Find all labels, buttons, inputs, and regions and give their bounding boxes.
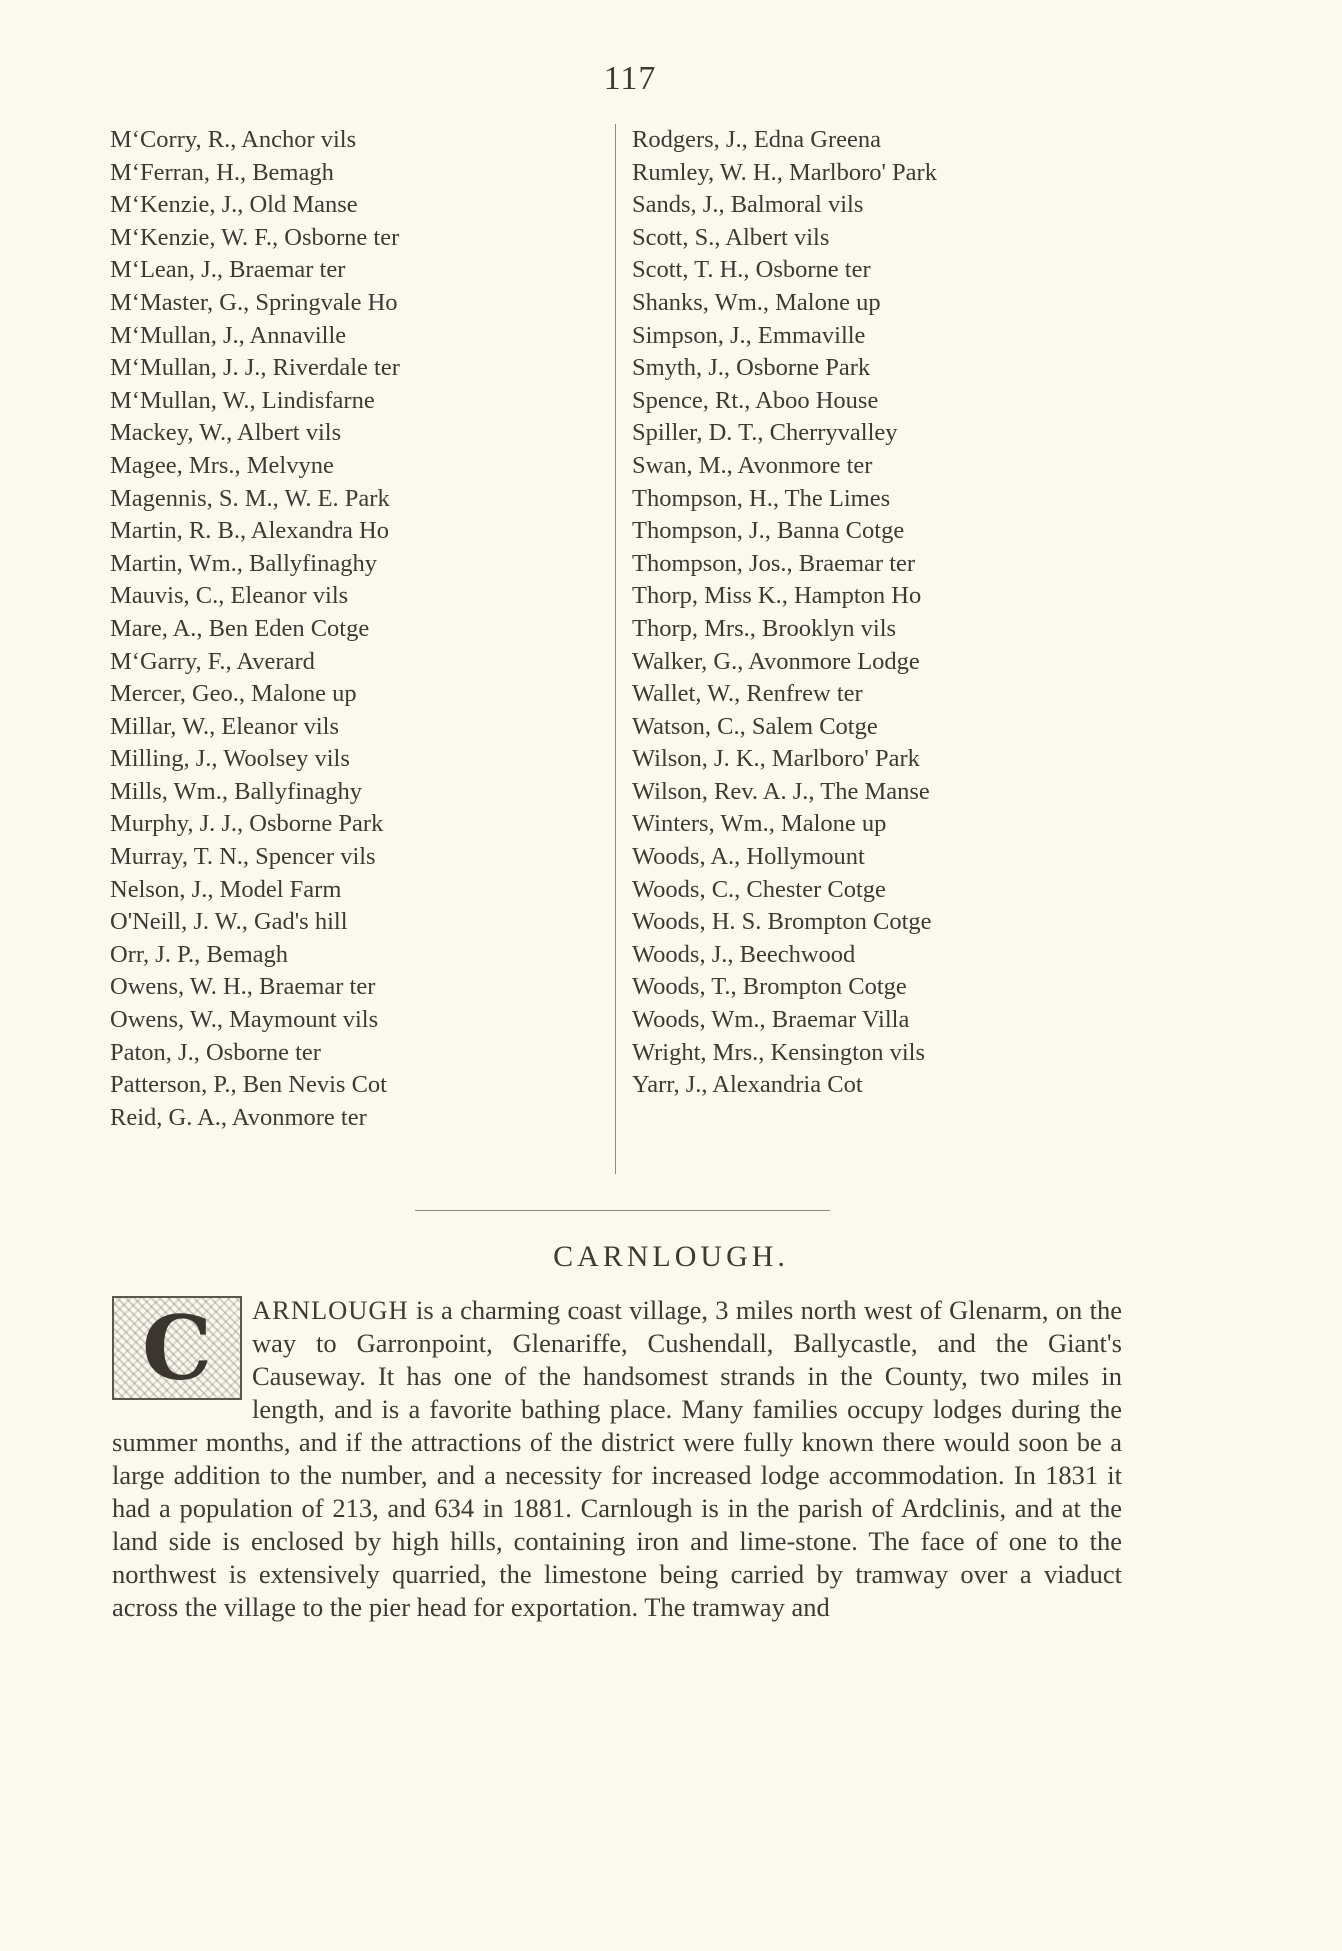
directory-entry: Murphy, J. J., Osborne Park (110, 810, 384, 838)
lead-word: ARNLOUGH (252, 1295, 409, 1325)
directory-entry: M‘Mullan, J. J., Riverdale ter (110, 354, 400, 382)
directory-entry: Magee, Mrs., Melvyne (110, 451, 334, 479)
directory-entry: Martin, R. B., Alexandra Ho (110, 517, 389, 545)
article-body (112, 1294, 1122, 1624)
directory-entry: Owens, W. H., Braemar ter (110, 973, 376, 1001)
directory-entry: Woods, H. S. Brompton Cotge (632, 908, 932, 936)
directory-entry: Woods, Wm., Braemar Villa (632, 1006, 910, 1034)
directory-entry: Woods, T., Brompton Cotge (632, 973, 907, 1001)
section-divider (415, 1210, 830, 1211)
directory-entry: Smyth, J., Osborne Park (632, 354, 871, 382)
directory-entry: Thompson, J., Banna Cotge (632, 517, 905, 545)
directory-entry: Wright, Mrs., Kensington vils (632, 1038, 926, 1066)
directory-entry: Patterson, P., Ben Nevis Cot (110, 1071, 387, 1099)
directory-entry: Scott, T. H., Osborne ter (632, 256, 871, 284)
directory-entry: Wallet, W., Renfrew ter (632, 680, 863, 708)
decorated-initial (112, 1296, 242, 1400)
directory-entry: M‘Kenzie, W. F., Osborne ter (110, 223, 400, 251)
directory-column-right (615, 124, 1172, 1174)
directory-entry: Magennis, S. M., W. E. Park (110, 484, 390, 512)
directory-entry: Milling, J., Woolsey vils (110, 745, 350, 773)
page-number: 117 (603, 60, 657, 97)
directory-entry: Thorp, Mrs., Brooklyn vils (632, 614, 897, 642)
directory-entry: Sands, J., Balmoral vils (632, 191, 864, 219)
directory-column-left (110, 124, 610, 1134)
directory-entry: Mare, A., Ben Eden Cotge (110, 614, 370, 642)
directory-entry: Reid, G. A., Avonmore ter (110, 1103, 367, 1131)
body-paragraph: is a charming coast village, 3 miles north west of Glenarm, on the way to Garronpoint, Glenariffe, Cushendall, Ballycastle, and the Giant's Causeway. It has one of the handsomest strands in the County, two miles in length, and is a favorite bathing place. Many families occupy lodges during the summer months, and if the attractions of the district were fully known there would soon be a large addition to the number, and a necessity for increased lodge accommodation. In 1831 it had a population of 213, and 634 in 1881. Carnlough is in the parish of Ardclinis, and at the land side is enclosed by high hills, containing iron and lime-stone. The face of one to the northwest is extensively quarried, the limestone being carried by tramway over a viaduct across the village to the pier head for exportation. The tramway and (112, 1295, 1122, 1622)
directory-entry: Shanks, Wm., Malone up (632, 288, 881, 316)
directory-entry: Woods, A., Hollymount (632, 843, 865, 871)
directory-entry: Paton, J., Osborne ter (110, 1038, 321, 1066)
directory-entry: Woods, C., Chester Cotge (632, 875, 886, 903)
directory-entry: O'Neill, J. W., Gad's hill (110, 908, 348, 936)
directory-entry: Spence, Rt., Aboo House (632, 386, 879, 414)
directory-entry: M‘Mullan, J., Annaville (110, 321, 347, 349)
directory-entry: Murray, T. N., Spencer vils (110, 843, 376, 871)
directory-entry: M‘Mullan, W., Lindisfarne (110, 386, 375, 414)
directory-entry: Wilson, Rev. A. J., The Manse (632, 777, 930, 805)
directory-entry: Simpson, J., Emmaville (632, 321, 866, 349)
directory-entry: Watson, C., Salem Cotge (632, 712, 878, 740)
directory-entry: Martin, Wm., Ballyfinaghy (110, 549, 377, 577)
directory-entry: Nelson, J., Model Farm (110, 875, 342, 903)
directory-entry: Rodgers, J., Edna Greena (632, 126, 882, 153)
directory-entry: Woods, J., Beechwood (632, 940, 856, 968)
directory-entry: Orr, J. P., Bemagh (110, 940, 288, 968)
directory-entry: Wilson, J. K., Marlboro' Park (632, 745, 920, 773)
directory-entry: Thorp, Miss K., Hampton Ho (632, 582, 922, 610)
section-title: CARNLOUGH. (553, 1240, 789, 1273)
directory-entry: Walker, G., Avonmore Lodge (632, 647, 920, 675)
directory-entry: Swan, M., Avonmore ter (632, 451, 873, 479)
directory-entry: Millar, W., Eleanor vils (110, 712, 340, 740)
directory-entry: Yarr, J., Alexandria Cot (632, 1071, 863, 1099)
directory-entry: M‘Garry, F., Averard (110, 647, 315, 675)
directory-entry: Spiller, D. T., Cherryvalley (632, 419, 898, 447)
directory-entry: M‘Master, G., Springvale Ho (110, 288, 398, 316)
directory-entry: Owens, W., Maymount vils (110, 1006, 379, 1034)
initial-letter: C (141, 1296, 213, 1400)
directory-entry: Mauvis, C., Eleanor vils (110, 582, 349, 610)
directory-entry: Rumley, W. H., Marlboro' Park (632, 158, 937, 186)
directory-entry: Thompson, Jos., Braemar ter (632, 549, 916, 577)
directory-entry: Thompson, H., The Limes (632, 484, 891, 512)
directory-entry: M‘Kenzie, J., Old Manse (110, 191, 358, 219)
directory-entry: Mercer, Geo., Malone up (110, 680, 357, 708)
directory-entry: Mackey, W., Albert vils (110, 419, 342, 447)
directory-entry: M‘Lean, J., Braemar ter (110, 256, 346, 284)
directory-entry: Mills, Wm., Ballyfinaghy (110, 777, 363, 805)
directory-entry: Scott, S., Albert vils (632, 223, 830, 251)
directory-entry: M‘Corry, R., Anchor vils (110, 126, 357, 153)
directory-entry: Winters, Wm., Malone up (632, 810, 887, 838)
directory-entry: M‘Ferran, H., Bemagh (110, 158, 334, 186)
